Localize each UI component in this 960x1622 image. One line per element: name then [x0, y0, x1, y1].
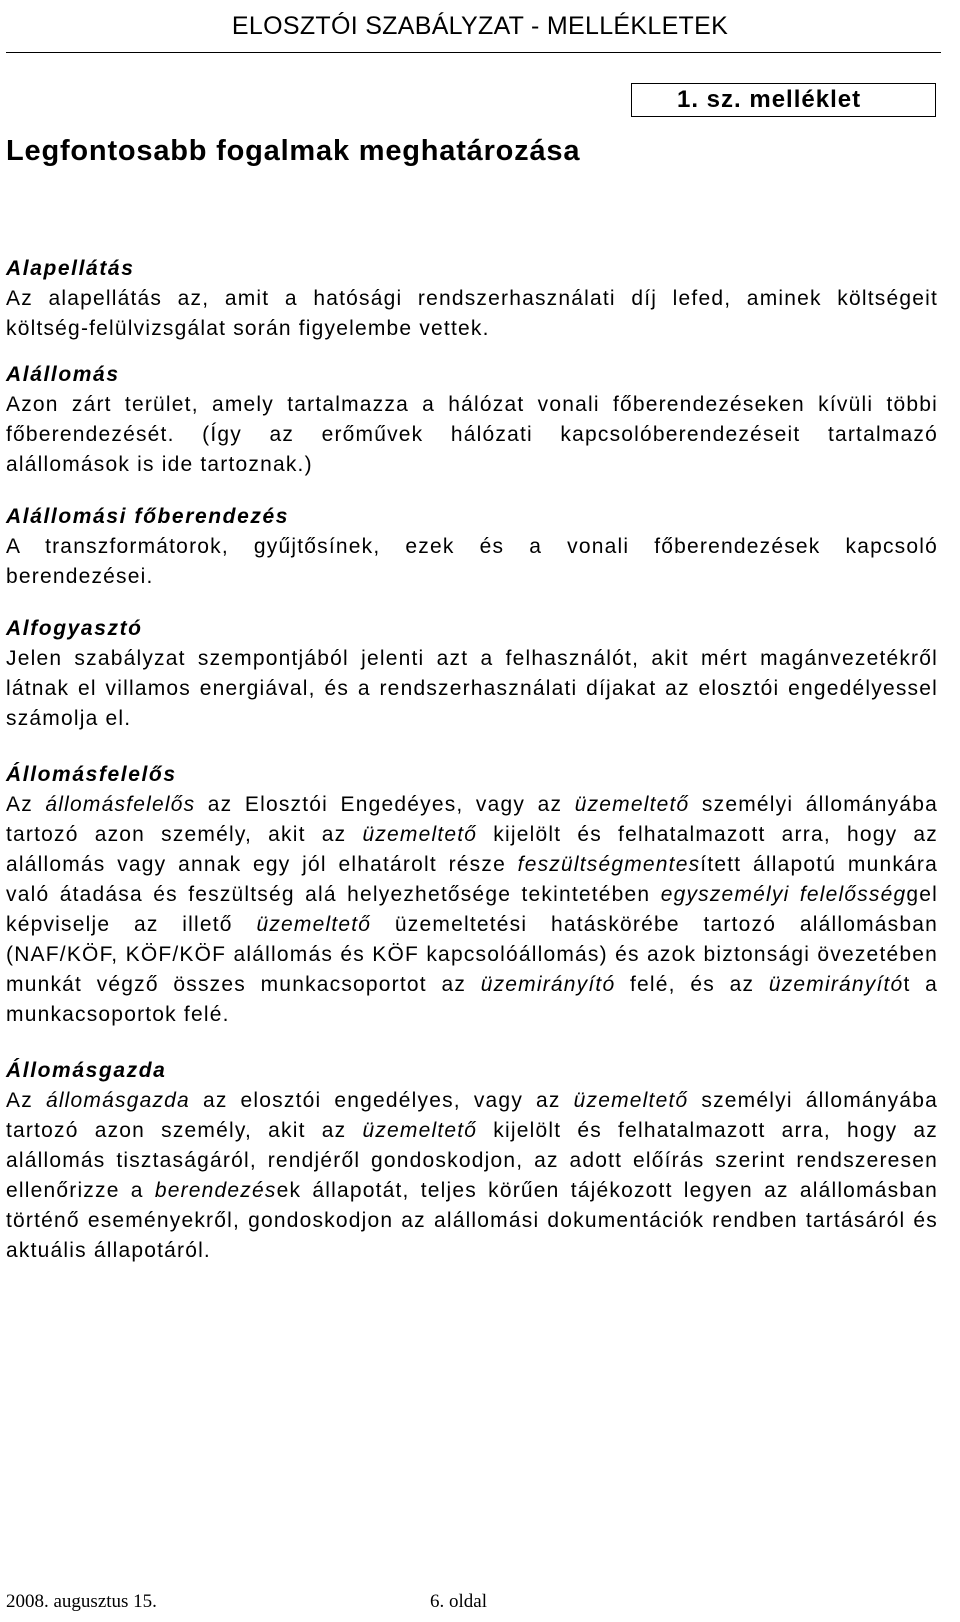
- definition-entry: [6, 502, 938, 592]
- text-run: személyi állományába tartozó azon személy, akit az: [6, 1089, 938, 1142]
- page-header-title: ELOSZTÓI SZABÁLYZAT - MELLÉKLETEK: [231, 12, 729, 40]
- text-run: kijelölt és felhatalmazott arra, hogy az alállomás vagy annak egy jól elhatárolt része: [6, 823, 938, 876]
- text-run: kijelölt és felhatalmazott arra, hogy az alállomás tisztaságáról, rendjéről gondoskodjon, az adott előírás szerint rendszeresen ellenőrizze a: [6, 1119, 938, 1202]
- footer-page-number: 6. oldal: [430, 1591, 487, 1612]
- emphasized-term: üzemeltető: [256, 913, 372, 936]
- text-run: személyi állományába tartozó azon személy, akit az: [6, 793, 938, 846]
- term-heading: Alállomás: [6, 363, 120, 386]
- footer-date: 2008. augusztus 15.: [6, 1591, 157, 1612]
- emphasized-term: üzemeltető: [362, 1119, 478, 1142]
- text-run: Az: [6, 793, 46, 816]
- definition-entry: [6, 760, 938, 1030]
- text-run: felé, és az: [615, 973, 769, 996]
- text-run: Az: [6, 1089, 46, 1112]
- term-definition: Az alapellátás az, amit a hatósági rendszerhasználati díj lefed, aminek költségeit költség-felülvizsgálat során figyelembe vettek.: [6, 287, 938, 340]
- emphasized-term: állomásfelelős: [45, 793, 196, 816]
- text-run: gel képviselje az illető: [6, 883, 939, 936]
- term-heading: Alapellátás: [6, 257, 135, 280]
- emphasized-term: állomásgazda: [45, 1089, 190, 1112]
- text-run: üzemeltetési hatáskörébe tartozó alállomásban (NAF/KÖF, KÖF/KÖF alállomás és KÖF kapcsolóállomás) és azok biztonsági övezetében munkát végző összes munkacsoportot az: [6, 913, 938, 996]
- text-run: ek állapotát, teljes körűen tájékozott legyen az alállomásban történő eseményekről, gondoskodjon az alállomási dokumentációk rendben tartásáról és aktuális állapotáról.: [6, 1179, 938, 1262]
- emphasized-term: üzemeltető: [574, 793, 690, 816]
- header-rule: [6, 52, 941, 53]
- term-definition: A transzformátorok, gyűjtősínek, ezek és a vonali főberendezések kapcsoló berendezései.: [6, 535, 938, 588]
- text-run: az Elosztói Engedéyes, vagy az: [195, 793, 575, 816]
- emphasized-term: berendezés: [154, 1179, 277, 1202]
- term-definition: [6, 790, 938, 1030]
- emphasized-term: üzemeltető: [573, 1089, 689, 1112]
- definition-entry: [6, 254, 938, 344]
- text-run: t a munkacsoportok felé.: [6, 973, 939, 1026]
- term-definition: Azon zárt terület, amely tartalmazza a hálózat vonali főberendezéseken kívüli többi főberendezését. (Így az erőművek hálózati kapcsolóberendezéseit tartalmazó alállomások is ide tartoznak.): [6, 393, 938, 476]
- term-heading: Alállomási főberendezés: [6, 505, 290, 528]
- emphasized-term: feszültségmentes: [517, 853, 701, 876]
- term-heading: Alfogyasztó: [6, 617, 143, 640]
- document-title: Legfontosabb fogalmak meghatározása: [6, 135, 581, 167]
- term-heading: Állomásfelelős: [6, 763, 177, 786]
- definitions-list: [6, 254, 938, 1266]
- emphasized-term: egyszemélyi felelősség: [660, 883, 907, 906]
- term-definition: [6, 1086, 938, 1266]
- definition-entry: [6, 614, 938, 734]
- text-run: ített állapotú munkára való átadása és feszültség alá helyezhetősége tekintetében: [6, 853, 938, 906]
- emphasized-term: üzemirányító: [768, 973, 904, 996]
- definition-entry: [6, 1056, 938, 1266]
- term-heading: Állomásgazda: [6, 1059, 167, 1082]
- term-definition: Jelen szabályzat szempontjából jelenti azt a felhasználót, akit mért magánvezetékről látnak el villamos energiával, és a rendszerhasználati díjakat az elosztói engedélyessel számolja el.: [6, 647, 938, 730]
- emphasized-term: üzemirányító: [480, 973, 616, 996]
- emphasized-term: üzemeltető: [362, 823, 478, 846]
- definition-entry: [6, 360, 938, 480]
- text-run: az elosztói engedélyes, vagy az: [189, 1089, 574, 1112]
- annex-label-box: 1. sz. melléklet: [631, 83, 936, 117]
